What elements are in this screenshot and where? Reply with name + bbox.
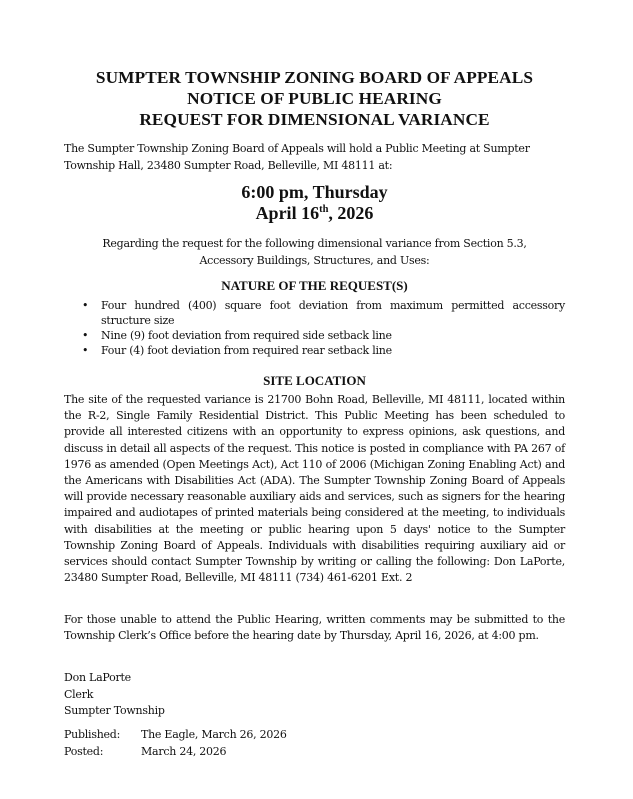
meeting-date-year: , 2026	[328, 203, 374, 223]
publication-info	[64, 727, 287, 760]
published-row	[64, 727, 287, 744]
list-item	[64, 343, 565, 358]
signer-name: Don LaPorte	[64, 671, 131, 684]
meeting-date	[64, 203, 565, 224]
meeting-datetime	[64, 182, 565, 224]
regarding-line-2: Accessory Buildings, Structures, and Uses:	[199, 254, 430, 267]
site-location-heading: SITE LOCATION	[263, 373, 366, 388]
regarding-line-1: Regarding the request for the following dimensional variance from Section 5.3,	[102, 237, 527, 250]
regarding-paragraph	[64, 235, 565, 269]
meeting-time-day: 6:00 pm, Thursday	[241, 182, 388, 202]
request-list	[64, 298, 565, 358]
signer-organization: Sumpter Township	[64, 704, 165, 717]
title-line-board: SUMPTER TOWNSHIP ZONING BOARD OF APPEALS	[95, 68, 534, 87]
request-text: Four (4) foot deviation from required rear setback line	[101, 344, 392, 357]
meeting-date-day: April 16	[255, 203, 320, 223]
list-item	[64, 298, 565, 328]
published-label: Published:	[64, 728, 121, 741]
meeting-date-ordinal: th	[319, 204, 329, 215]
request-text: Nine (9) foot deviation from required side setback line	[101, 329, 392, 342]
request-text: Four hundred (400) square foot deviation from maximum permitted accessory structure size	[101, 299, 565, 327]
posted-row	[64, 744, 287, 761]
published-value: The Eagle, March 26, 2026	[141, 728, 287, 741]
bullet-icon: •	[82, 299, 89, 312]
signature-block	[64, 670, 165, 720]
comments-paragraph: For those unable to attend the Public Hearing, written comments may be submitted to the Township Clerk’s Office before the hearing date by Thursday, April 16, 2026, at 4:00 pm.	[64, 613, 565, 643]
title-line-request: REQUEST FOR DIMENSIONAL VARIANCE	[139, 110, 490, 129]
bullet-icon: •	[82, 329, 89, 342]
nature-heading: NATURE OF THE REQUEST(S)	[221, 278, 408, 293]
notice-title	[64, 67, 565, 130]
posted-label: Posted:	[64, 744, 104, 758]
bullet-icon: •	[82, 344, 89, 357]
title-line-notice: NOTICE OF PUBLIC HEARING	[187, 89, 442, 108]
signer-title: Clerk	[64, 687, 94, 701]
intro-paragraph: The Sumpter Township Zoning Board of Appeals will hold a Public Meeting at Sumpter Township Hall, 23480 Sumpter Road, Belleville, MI 48111 at:	[64, 142, 530, 172]
list-item	[64, 328, 565, 343]
site-location-paragraph: The site of the requested variance is 21700 Bohn Road, Belleville, MI 48111, located within the R-2, Single Family Residential District. This Public Meeting has been scheduled to provide all interested citizens with an opportunity to express opinions, ask questions, and discuss in detail all aspects of the request. This notice is posted in compliance with PA 267 of 1976 as amended (Open Meetings Act), Act 110 of 2006 (Michigan Zoning Enabling Act) and the Americans with Disabilities Act (ADA). The Sumpter Township Zoning Board of Appeals will provide necessary reasonable auxiliary aids and services, such as signers for the hearing impaired and audiotapes of printed materials being considered at the meeting, to individuals with disabilities at the meeting or public hearing upon 5 days' notice to the Sumpter Township Zoning Board of Appeals. Individuals with disabilities requiring auxiliary aid or services should contact Sumpter Township by writing or calling the following: Don LaPorte, 23480 Sumpter Road, Belleville, MI 48111 (734) 461-6201 Ext. 2	[64, 393, 565, 585]
posted-value: March 24, 2026	[141, 744, 227, 758]
